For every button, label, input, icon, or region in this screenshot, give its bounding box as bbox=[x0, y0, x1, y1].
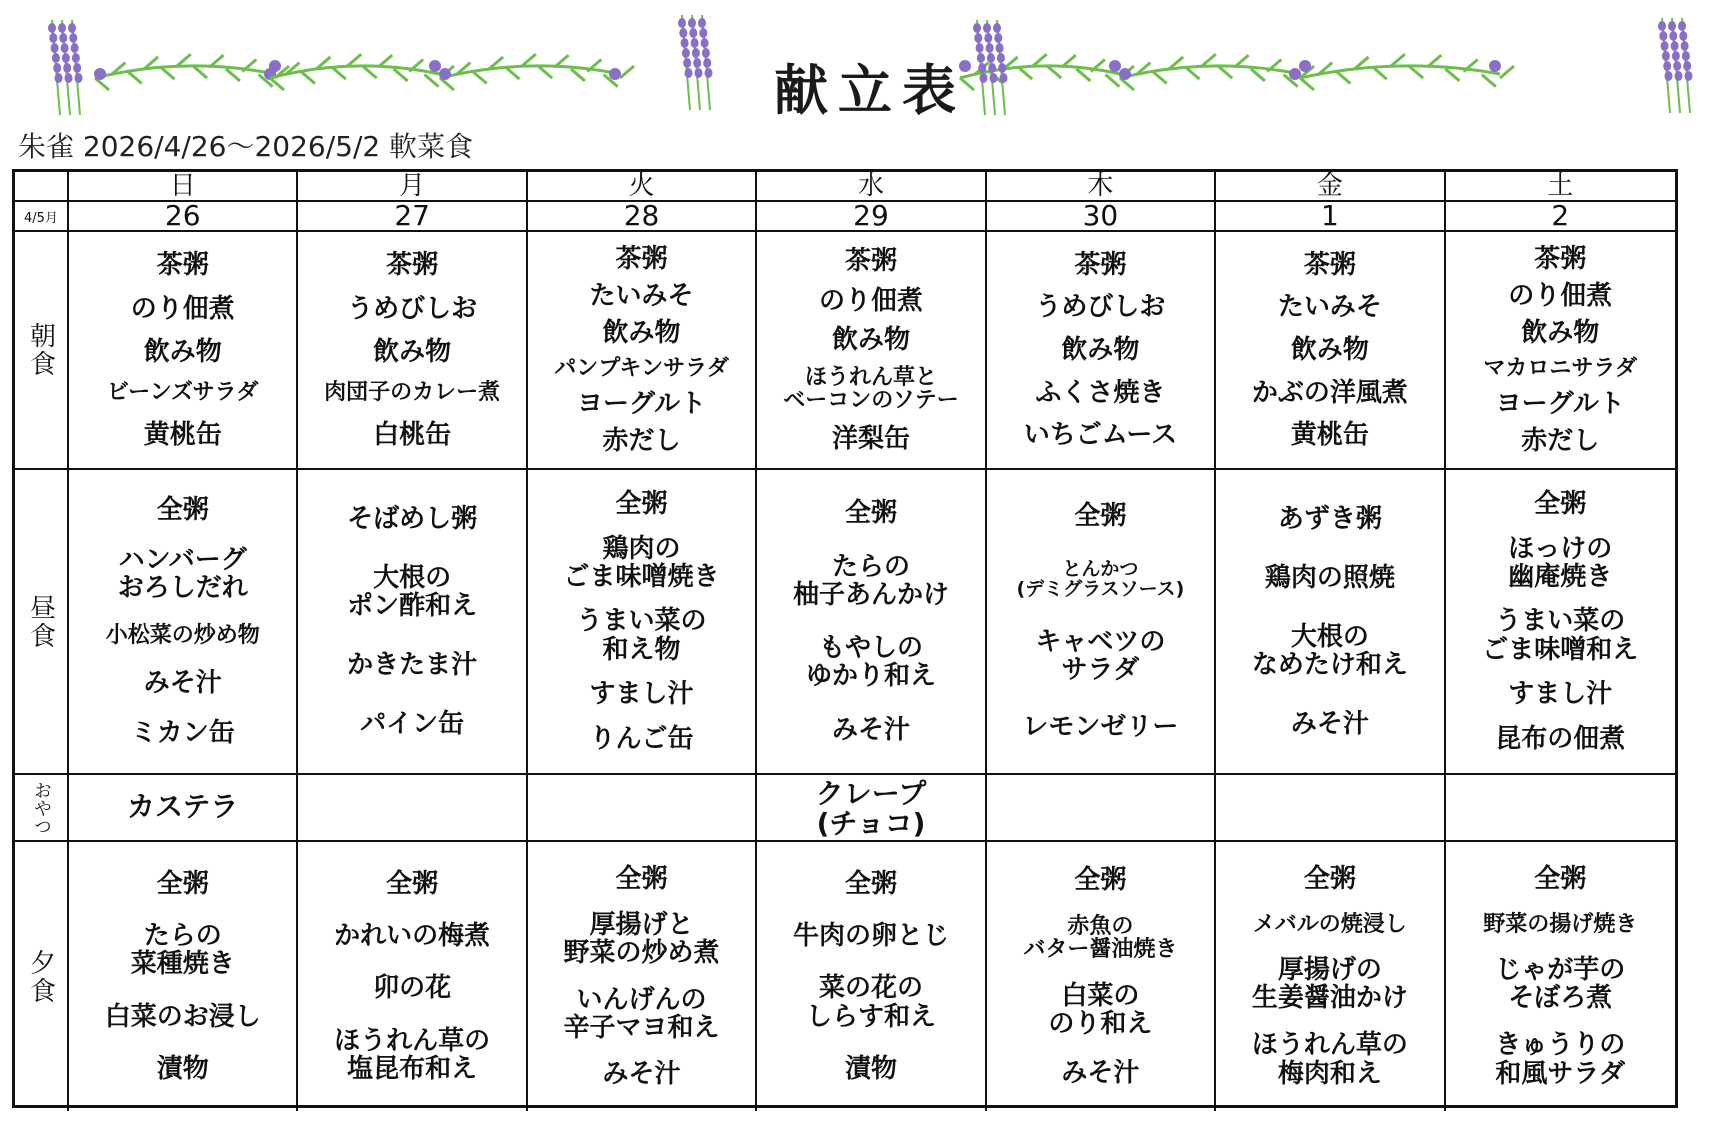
lavender-bud bbox=[1669, 31, 1677, 41]
menu-cell bbox=[1446, 470, 1675, 775]
dish-list bbox=[298, 232, 525, 468]
menu-cell bbox=[987, 232, 1216, 470]
day-header: 金 bbox=[1216, 172, 1445, 202]
lavender-bud bbox=[1000, 73, 1008, 83]
lavender-bud bbox=[988, 63, 996, 73]
garland-leaf bbox=[1445, 69, 1459, 81]
menu-cell bbox=[69, 842, 298, 1111]
dish-name: みそ汁 bbox=[143, 668, 222, 699]
dish-name: パイン缶 bbox=[360, 709, 465, 739]
day-header: 月 bbox=[298, 172, 527, 202]
dish-name: 全粥 bbox=[156, 494, 209, 525]
dish-name: 全粥 bbox=[1303, 864, 1356, 895]
dish-name: 肉団子のカレー煮 bbox=[324, 380, 501, 406]
lavender-bud bbox=[1665, 71, 1673, 81]
lavender-bud bbox=[63, 63, 71, 73]
lavender-bud bbox=[993, 23, 1001, 33]
menu-cell bbox=[987, 470, 1216, 775]
lavender-bud bbox=[52, 53, 60, 63]
date-header: 28 bbox=[528, 202, 757, 232]
garland-leaf bbox=[226, 69, 240, 81]
dish-name: ヨーグルト bbox=[576, 388, 707, 419]
garland-leaf bbox=[1409, 66, 1423, 78]
dish-name: 飲み物 bbox=[1521, 318, 1600, 349]
dish-name: ほうれん草の 塩昆布和え bbox=[334, 1025, 491, 1084]
lavender-bud bbox=[983, 23, 991, 33]
lavender-bud bbox=[1678, 21, 1686, 31]
menu-cell bbox=[69, 470, 298, 775]
dish-name: のり佃煮 bbox=[1508, 281, 1613, 312]
lavender-bud bbox=[1679, 31, 1687, 41]
garland-leaf bbox=[160, 67, 174, 79]
lavender-bud bbox=[683, 58, 691, 68]
date-header: 1 bbox=[1216, 202, 1445, 232]
garland-leaf bbox=[1500, 66, 1514, 78]
garland-leaf bbox=[522, 54, 536, 66]
lavender-bud bbox=[990, 73, 998, 83]
garland-flower bbox=[269, 60, 281, 72]
date-header: 29 bbox=[757, 202, 986, 232]
garland-leaf bbox=[1373, 67, 1387, 79]
lavender-bud bbox=[55, 73, 63, 83]
lavender-bud bbox=[58, 23, 66, 33]
lavender-bud bbox=[980, 73, 988, 83]
dish-name: そばめし粥 bbox=[347, 503, 478, 534]
dish-name: 大根の ポン酢和え bbox=[347, 562, 478, 621]
garland-leaf bbox=[301, 72, 315, 84]
meal-label: おやつ bbox=[15, 775, 69, 842]
lavender-bud bbox=[1662, 51, 1670, 61]
menu-cell bbox=[1216, 470, 1445, 775]
dish-name: 茶粥 bbox=[1074, 249, 1127, 280]
garland-leaf bbox=[1300, 78, 1314, 90]
lavender-bud bbox=[976, 43, 984, 53]
dish-name: 茶粥 bbox=[844, 246, 897, 277]
lavender-bud bbox=[996, 43, 1004, 53]
lavender-bud bbox=[59, 33, 67, 43]
dish-list bbox=[298, 842, 525, 1111]
page-title: 献立表 bbox=[774, 59, 966, 122]
dish-list bbox=[69, 842, 296, 1111]
lavender-bud bbox=[699, 28, 707, 38]
menu-cell bbox=[298, 842, 527, 1111]
garland-flower bbox=[1299, 60, 1311, 72]
dish-list bbox=[987, 842, 1214, 1111]
dish-name: かれいの梅煮 bbox=[334, 921, 491, 952]
lavender-bud bbox=[678, 18, 686, 28]
dish-name: ほうれん草と ベーコンのソテー bbox=[783, 364, 959, 414]
lavender-bud bbox=[62, 53, 70, 63]
day-header: 日 bbox=[69, 172, 298, 202]
dish-name: 白菜のお浸し bbox=[104, 1001, 261, 1032]
garland-leaf bbox=[1391, 54, 1405, 66]
dish-name: たらの 柚子あんかけ bbox=[792, 551, 949, 610]
dish-list bbox=[298, 775, 525, 840]
dish-name: すまし汁 bbox=[1508, 679, 1613, 710]
lavender-bud bbox=[974, 33, 982, 43]
dish-name: キャベツの サラダ bbox=[1035, 627, 1166, 686]
dish-list bbox=[1216, 842, 1443, 1111]
lavender-bud bbox=[701, 38, 709, 48]
lavender-bud bbox=[51, 43, 59, 53]
garland-leaf bbox=[538, 66, 552, 78]
dish-name: いちごムース bbox=[1023, 420, 1178, 451]
garland-leaf bbox=[425, 75, 439, 87]
dish-list bbox=[528, 775, 755, 840]
lavender-bud bbox=[691, 38, 699, 48]
dish-list bbox=[987, 775, 1214, 840]
lavender-bud bbox=[71, 43, 79, 53]
menu-cell bbox=[757, 470, 986, 775]
dish-name: 飲み物 bbox=[602, 318, 681, 349]
lavender-bud bbox=[688, 18, 696, 28]
garland-leaf bbox=[1185, 67, 1199, 79]
dish-name: 菜の花の しらす和え bbox=[805, 973, 936, 1032]
lavender-bud bbox=[705, 68, 713, 78]
dish-list bbox=[1216, 775, 1443, 840]
garland-leaf bbox=[177, 54, 191, 66]
dish-name: 赤だし bbox=[602, 425, 681, 456]
lavender-bud bbox=[48, 23, 56, 33]
meal-label: 夕食 bbox=[15, 842, 69, 1111]
dish-name: 厚揚げと 野菜の炒め煮 bbox=[563, 910, 720, 969]
menu-cell bbox=[1446, 775, 1675, 842]
dish-name: たいみそ bbox=[1277, 292, 1382, 323]
dish-name: 飲み物 bbox=[373, 337, 452, 368]
month-label: 4/5月 bbox=[15, 202, 69, 232]
garland-flower bbox=[94, 68, 106, 80]
lavender-bud bbox=[1683, 61, 1691, 71]
lavender-bud bbox=[1668, 21, 1676, 31]
lavender-bud bbox=[984, 33, 992, 43]
garland-leaf bbox=[363, 66, 377, 78]
dish-name: ふくさ焼き bbox=[1035, 377, 1166, 408]
dish-list bbox=[69, 470, 296, 773]
garland-leaf bbox=[1105, 75, 1119, 87]
menu-cell bbox=[298, 775, 527, 842]
lavender-bud bbox=[685, 68, 693, 78]
menu-cell bbox=[298, 470, 527, 775]
garland-leaf bbox=[270, 78, 284, 90]
day-header: 木 bbox=[987, 172, 1216, 202]
menu-subtitle: 朱雀 2026/4/26〜2026/5/2 軟菜食 bbox=[18, 130, 474, 163]
menu-cell bbox=[528, 232, 757, 470]
dish-name: マカロニサラダ bbox=[1483, 355, 1638, 381]
garland-leaf bbox=[1047, 66, 1061, 78]
garland-leaf bbox=[440, 78, 454, 90]
lavender-bud bbox=[1661, 41, 1669, 51]
dish-name: ほっけの 幽庵焼き bbox=[1508, 533, 1613, 592]
lavender-bud bbox=[997, 53, 1005, 63]
menu-cell bbox=[987, 775, 1216, 842]
date-header: 27 bbox=[298, 202, 527, 232]
lavender-bud bbox=[973, 23, 981, 33]
dish-name: 全粥 bbox=[1074, 501, 1127, 532]
dish-list bbox=[757, 232, 984, 468]
dish-name: 全粥 bbox=[615, 863, 668, 894]
dish-name: 飲み物 bbox=[143, 337, 222, 368]
dish-name: きゅうりの 和風サラダ bbox=[1495, 1030, 1626, 1089]
garland-flower bbox=[1289, 68, 1301, 80]
garland-leaf bbox=[1251, 69, 1265, 81]
dish-name: 黄桃缶 bbox=[143, 419, 222, 450]
dish-name: かぶの洋風煮 bbox=[1251, 377, 1408, 408]
garland-leaf bbox=[1482, 75, 1496, 87]
dish-list bbox=[1446, 470, 1675, 773]
dish-name: あずき粥 bbox=[1277, 503, 1382, 534]
lavender-bud bbox=[1681, 41, 1689, 51]
dish-name: もやしの ゆかり和え bbox=[805, 633, 936, 692]
dish-name: うめびしお bbox=[1035, 292, 1166, 323]
lavender-bud bbox=[703, 58, 711, 68]
lavender-bud bbox=[75, 73, 83, 83]
dish-list bbox=[69, 232, 296, 468]
dish-name: すまし汁 bbox=[589, 679, 694, 710]
dish-name: うまい菜の 和え物 bbox=[576, 606, 707, 665]
garland-flower bbox=[1119, 68, 1131, 80]
garland-leaf bbox=[620, 66, 634, 78]
dish-list bbox=[987, 232, 1214, 468]
lavender-bud bbox=[994, 33, 1002, 43]
lavender-bud bbox=[1671, 41, 1679, 51]
dish-name: 茶粥 bbox=[1534, 244, 1587, 275]
dish-list bbox=[1446, 232, 1675, 468]
date-header: 2 bbox=[1446, 202, 1675, 232]
lavender-bud bbox=[689, 28, 697, 38]
dish-name: レモンゼリー bbox=[1022, 711, 1179, 742]
garland-leaf bbox=[1202, 54, 1216, 66]
dish-name: 茶粥 bbox=[156, 250, 209, 281]
dish-name: うめびしお bbox=[347, 293, 478, 324]
lavender-bud bbox=[682, 48, 690, 58]
garland-leaf bbox=[1336, 72, 1350, 84]
dish-name: 鶏肉の照焼 bbox=[1264, 562, 1395, 593]
dish-name: 飲み物 bbox=[1061, 334, 1140, 365]
date-header: 26 bbox=[69, 202, 298, 232]
dish-name: かきたま汁 bbox=[347, 650, 478, 680]
lavender-bud bbox=[681, 38, 689, 48]
lavender-bud bbox=[49, 33, 57, 43]
menu-table bbox=[12, 169, 1678, 1108]
dish-name: 赤魚の バター醤油焼き bbox=[1023, 913, 1178, 963]
dish-name: 全粥 bbox=[156, 869, 209, 900]
date-header: 30 bbox=[987, 202, 1216, 232]
dish-name: 昆布の佃煮 bbox=[1495, 723, 1626, 754]
dish-name: うまい菜の ごま味噌和え bbox=[1482, 606, 1639, 665]
menu-cell bbox=[1446, 842, 1675, 1111]
corner-cell bbox=[15, 172, 69, 202]
dish-list bbox=[298, 470, 525, 773]
menu-cell bbox=[757, 842, 986, 1111]
dish-name: 茶粥 bbox=[1303, 249, 1356, 280]
garland-leaf bbox=[394, 69, 408, 81]
menu-cell bbox=[528, 842, 757, 1111]
dish-list bbox=[528, 232, 755, 468]
dish-name: 黄桃缶 bbox=[1290, 420, 1369, 451]
dish-name: 茶粥 bbox=[615, 244, 668, 275]
garland-leaf bbox=[571, 69, 585, 81]
lavender-bud bbox=[986, 43, 994, 53]
garland-flower bbox=[429, 60, 441, 72]
lavender-bud bbox=[61, 43, 69, 53]
dish-name: メバルの焼浸し bbox=[1252, 911, 1407, 937]
lavender-bud bbox=[1672, 51, 1680, 61]
dish-name: 白桃缶 bbox=[373, 419, 452, 450]
dish-name: カステラ bbox=[126, 790, 239, 824]
menu-cell bbox=[69, 232, 298, 470]
menu-cell bbox=[298, 232, 527, 470]
dish-name: ヨーグルト bbox=[1495, 388, 1625, 419]
garland-leaf bbox=[505, 67, 519, 79]
dish-name: 野菜の揚げ焼き bbox=[1483, 911, 1638, 937]
lavender-bud bbox=[1675, 71, 1683, 81]
garland-leaf bbox=[193, 66, 207, 78]
dish-name: のり佃煮 bbox=[130, 293, 235, 324]
garland-leaf bbox=[473, 72, 487, 84]
menu-cell bbox=[1216, 842, 1445, 1111]
menu-cell bbox=[987, 842, 1216, 1111]
dish-name: 飲み物 bbox=[831, 325, 910, 356]
lavender-bud bbox=[692, 48, 700, 58]
menu-cell bbox=[528, 775, 757, 842]
dish-name: 全粥 bbox=[844, 869, 897, 900]
lavender-bud bbox=[1659, 31, 1667, 41]
dish-list bbox=[528, 470, 755, 773]
meal-label: 朝食 bbox=[15, 232, 69, 470]
menu-cell bbox=[1216, 232, 1445, 470]
dish-name: 大根の なめたけ和え bbox=[1251, 621, 1408, 680]
dish-list bbox=[528, 842, 755, 1111]
lavender-bud bbox=[998, 63, 1006, 73]
dish-name: 飲み物 bbox=[1290, 334, 1369, 365]
dish-name: 漬物 bbox=[844, 1053, 897, 1084]
lavender-bud bbox=[1685, 71, 1693, 81]
dish-name: 洋梨缶 bbox=[831, 423, 910, 454]
dish-name: みそ汁 bbox=[1061, 1057, 1140, 1088]
dish-list bbox=[1446, 775, 1675, 840]
dish-name: 卯の花 bbox=[373, 973, 452, 1004]
dish-name: みそ汁 bbox=[602, 1059, 681, 1090]
meal-label: 昼食 bbox=[15, 470, 69, 775]
garland-leaf bbox=[95, 78, 109, 90]
dish-name: 厚揚げの 生姜醤油かけ bbox=[1251, 954, 1408, 1013]
dish-name: 鶏肉の ごま味噌焼き bbox=[563, 533, 720, 592]
garland-leaf bbox=[1018, 67, 1032, 79]
dish-name: 白菜の のり和え bbox=[1048, 981, 1153, 1040]
lavender-bud bbox=[695, 68, 703, 78]
dish-name: 全粥 bbox=[1074, 865, 1127, 896]
lavender-bud bbox=[1663, 61, 1671, 71]
menu-cell bbox=[757, 232, 986, 470]
lavender-bud bbox=[73, 63, 81, 73]
dish-name: 牛肉の卵とじ bbox=[792, 921, 949, 952]
dish-name: のり佃煮 bbox=[818, 285, 923, 316]
garland-leaf bbox=[1120, 78, 1134, 90]
dish-name: ビーンズサラダ bbox=[107, 380, 259, 406]
dish-name: 茶粥 bbox=[386, 250, 439, 281]
garland-leaf bbox=[128, 72, 142, 84]
dish-name: たいみそ bbox=[589, 281, 694, 312]
garland-flower bbox=[1489, 60, 1501, 72]
lavender-bud bbox=[987, 53, 995, 63]
lavender-bud bbox=[72, 53, 80, 63]
dish-name: りんご缶 bbox=[589, 723, 694, 754]
lavender-bud bbox=[1682, 51, 1690, 61]
garland-leaf bbox=[347, 54, 361, 66]
dish-name: 全粥 bbox=[1534, 864, 1587, 895]
dish-name: たらの 菜種焼き bbox=[130, 921, 235, 980]
lavender-bud bbox=[1658, 21, 1666, 31]
menu-cell bbox=[528, 470, 757, 775]
dish-name: 全粥 bbox=[1534, 489, 1587, 520]
garland-flower bbox=[439, 68, 451, 80]
lavender-bud bbox=[977, 53, 985, 63]
dish-list bbox=[1216, 470, 1443, 773]
dish-name: 全粥 bbox=[615, 489, 668, 520]
dish-list bbox=[757, 775, 984, 840]
dish-list bbox=[757, 470, 984, 773]
dish-name: ほうれん草の 梅肉和え bbox=[1251, 1030, 1408, 1089]
garland-flower bbox=[609, 68, 621, 80]
lavender-bud bbox=[693, 58, 701, 68]
dish-name: 小松菜の炒め物 bbox=[105, 622, 260, 648]
lavender-bud bbox=[679, 28, 687, 38]
garland-leaf bbox=[1218, 66, 1232, 78]
dish-list bbox=[987, 470, 1214, 773]
dish-list bbox=[1446, 842, 1675, 1111]
dish-name: ミカン缶 bbox=[130, 718, 235, 749]
lavender-bud bbox=[702, 48, 710, 58]
day-header: 水 bbox=[757, 172, 986, 202]
dish-name: パンプキンサラダ bbox=[554, 355, 729, 381]
day-header: 火 bbox=[528, 172, 757, 202]
lavender-bud bbox=[69, 33, 77, 43]
dish-name: クレープ (チョコ) bbox=[815, 777, 927, 841]
menu-cell bbox=[1446, 232, 1675, 470]
dish-list bbox=[1216, 232, 1443, 468]
lavender-bud bbox=[65, 73, 73, 83]
lavender-bud bbox=[978, 63, 986, 73]
garland-leaf bbox=[1076, 69, 1090, 81]
dish-name: いんげんの 辛子マヨ和え bbox=[563, 984, 720, 1043]
dish-name: みそ汁 bbox=[831, 714, 910, 745]
dish-name: ハンバーグ おろしだれ bbox=[117, 544, 248, 603]
dish-list bbox=[69, 775, 296, 840]
menu-cell bbox=[1216, 775, 1445, 842]
dish-name: 全粥 bbox=[386, 869, 439, 900]
lavender-bud bbox=[1673, 61, 1681, 71]
dish-name: 漬物 bbox=[156, 1053, 209, 1084]
garland-leaf bbox=[1153, 72, 1167, 84]
menu-cell bbox=[757, 775, 986, 842]
lavender-bud bbox=[53, 63, 61, 73]
dish-name: 赤だし bbox=[1521, 425, 1600, 456]
garland-leaf bbox=[1033, 54, 1047, 66]
dish-name: とんかつ (デミグラスソース) bbox=[1016, 557, 1185, 601]
garland-flower bbox=[1109, 60, 1121, 72]
day-header: 土 bbox=[1446, 172, 1675, 202]
garland-leaf bbox=[332, 67, 346, 79]
lavender-bud bbox=[68, 23, 76, 33]
dish-list bbox=[757, 842, 984, 1111]
lavender-bud bbox=[698, 18, 706, 28]
menu-cell bbox=[69, 775, 298, 842]
dish-name: 全粥 bbox=[844, 498, 897, 529]
dish-name: じゃが芋の そぼろ煮 bbox=[1495, 954, 1626, 1013]
dish-name: みそ汁 bbox=[1290, 709, 1369, 739]
